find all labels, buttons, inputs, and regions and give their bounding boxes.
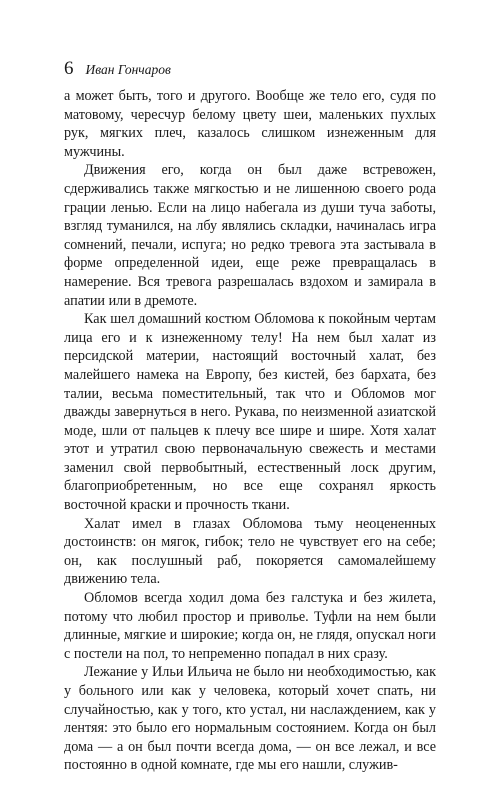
author-name: Иван Гончаров — [85, 62, 171, 77]
page-number: 6 — [64, 58, 74, 79]
paragraph-1: а может быть, того и другого. Вообще же тело его, судя по матовому, чересчур белому цвету шеи, маленьких пухлых рук, мягких плеч, казалось слишком изнеженным для мужчины. — [64, 88, 436, 160]
paragraph-4: Халат имел в глазах Обломова тьму неоцененных достоинств: он мягок, гибок; тело не чувствует его на себе; он, как послушный раб, покоряется самомалейшему движению тела. — [64, 515, 436, 588]
body-text — [64, 87, 436, 775]
paragraph-3: Как шел домашний костюм Обломова к покойным чертам лица его и к изнеженному телу! На нем был халат из персидской материи, настоящий восточный халат, без малейшего намека на Европу, без кистей, без бархата, без талии, весьма поместительный, так что и Обломов мог дважды завернуться в него. Рукава, по неизменной азиатской моде, шли от пальцев к плечу все шире и шире. Хотя халат этот и утратил свою первоначальную свежесть и местами заменил свой первобытный, естественный лоск другим, благоприобретенным, но все еще сохранял яркость восточной краски и прочность ткани. — [64, 311, 436, 514]
paragraph-6: Лежание у Ильи Ильича не было ни необходимостью, как у больного или как у человека, который хочет спать, ни случайностью, как у того, кто устал, ни наслаждением, как у лентяя: это было его нормальным состоянием. Когда он был дома — а он был почти всегда дома, — он все лежал, и все постоянно в одной комнате, где мы его нашли, служив- — [64, 664, 436, 774]
paragraph-5: Обломов всегда ходил дома без галстука и без жилета, потому что любил простор и приволье. Туфли на нем были длинные, мягкие и широкие; когда он, не глядя, опускал ноги с постели на пол, то непременно попадал в них сразу. — [64, 590, 436, 662]
running-head — [64, 58, 171, 80]
paragraph-2: Движения его, когда он был даже встревожен, сдерживались также мягкостью и не лишенною своего рода грации ленью. Если на лицо набегала из души туча заботы, взгляд туманился, на лбу являлись складки, начиналась игра сомнений, печали, испуга; но редко тревога эта застывала в форме определенной идеи, еще реже превращалась в намерение. Вся тревога разрешалась вздохом и замирала в апатии или в дремоте. — [64, 162, 436, 309]
